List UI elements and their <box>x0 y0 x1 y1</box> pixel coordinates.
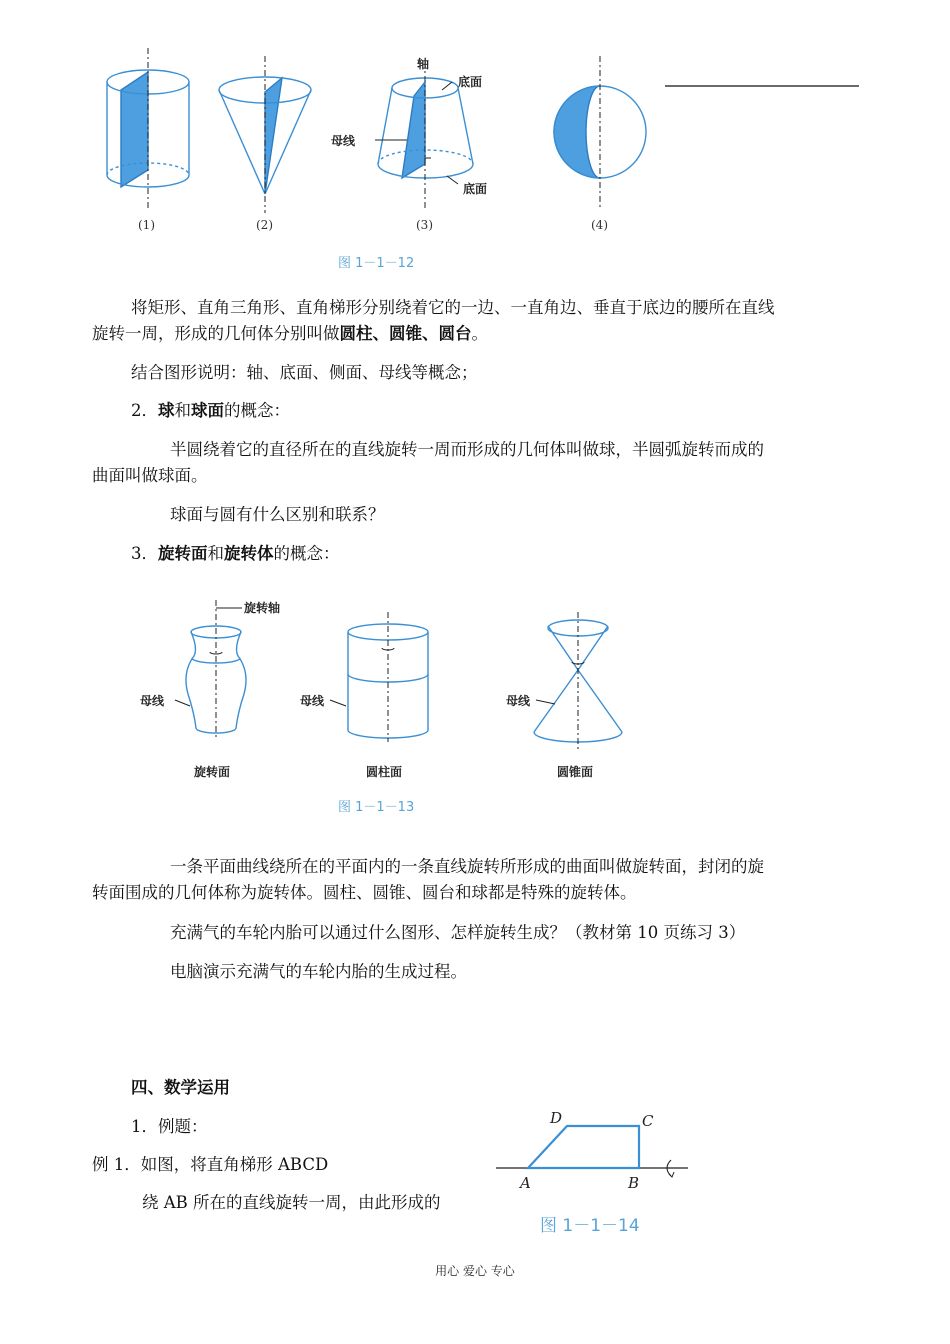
figure-trapezoid <box>494 1106 694 1196</box>
paragraph-5-line-2: 转面围成的几何体称为旋转体。圆柱、圆锥、圆台和球都是特殊的旋转体。 <box>92 883 637 902</box>
sub-label-1: (1) <box>138 218 155 232</box>
bottom-base-label: 底面 <box>463 182 488 196</box>
cone-drawing <box>219 56 311 213</box>
sub-label-4: (4) <box>591 218 608 232</box>
vertex-a-label: A <box>520 1174 531 1192</box>
trapezoid-abcd <box>528 1126 639 1168</box>
paragraph-1-line-1: 将矩形、直角三角形、直角梯形分别绕着它的一边、一直角边、垂直于底边的腰所在直线 <box>131 298 775 317</box>
figure-solids <box>80 48 880 248</box>
example-1-line-2: 绕 AB 所在的直线旋转一周，由此形成的 <box>142 1193 441 1212</box>
cone-surface-drawing <box>534 612 622 752</box>
paragraph-3-line-2: 曲面叫做球面。 <box>92 466 208 485</box>
paragraph-7: 电脑演示充满气的车轮内胎的生成过程。 <box>170 962 467 981</box>
generatrix-label: 母线 <box>331 134 356 148</box>
solid-terms: 圆柱、圆锥、圆台 <box>339 324 472 343</box>
sub-label-3: (3) <box>416 218 433 232</box>
cone-surface-name: 圆锥面 <box>557 765 594 779</box>
rotation-surface-name: 旋转面 <box>194 765 231 779</box>
figure-rotation-surfaces <box>130 592 670 792</box>
axis-label: 轴 <box>417 57 430 71</box>
item-3-heading: 3．旋转面和旋转体的概念： <box>131 544 340 563</box>
section-4-heading: 四、数学运用 <box>131 1078 230 1097</box>
sphere-drawing <box>554 56 646 208</box>
vertex-c-label: C <box>642 1112 654 1130</box>
vertex-b-label: B <box>628 1174 640 1192</box>
top-base-label: 底面 <box>458 75 483 89</box>
sub-label-2: (2) <box>256 218 273 232</box>
vase-surface-drawing <box>175 600 246 740</box>
figure-caption-1-1-12: 图 1－1－12 <box>338 256 415 271</box>
paragraph-5-line-1: 一条平面曲线绕所在的平面内的一条直线旋转所形成的曲面叫做旋转面，封闭的旋 <box>170 857 764 876</box>
cylinder-drawing <box>107 48 189 208</box>
paragraph-2: 结合图形说明：轴、底面、侧面、母线等概念； <box>131 363 478 382</box>
example-1-line-1: 例 1．如图，将直角梯形 ABCD <box>92 1155 329 1174</box>
figure-caption-1-1-14: 图 1－1－14 <box>540 1216 640 1236</box>
figure-caption-1-1-13: 图 1－1－13 <box>338 800 415 815</box>
vase-generatrix-label: 母线 <box>140 694 165 708</box>
item-2-heading: 2．球和球面的概念： <box>131 401 290 420</box>
example-heading: 1．例题： <box>131 1117 208 1136</box>
paragraph-6: 充满气的车轮内胎可以通过什么图形、怎样旋转生成？（教材第 10 页练习 3） <box>170 923 746 942</box>
rotation-axis-label: 旋转轴 <box>244 601 281 615</box>
paragraph-4: 球面与圆有什么区别和联系？ <box>170 505 385 524</box>
vertex-d-label: D <box>550 1109 563 1127</box>
cylinder-surface-name: 圆柱面 <box>366 765 403 779</box>
cylinder-surface-drawing <box>330 612 428 742</box>
cone-generatrix-label: 母线 <box>506 694 531 708</box>
paragraph-3-line-1: 半圆绕着它的直径所在的直线旋转一周而形成的几何体叫做球，半圆弧旋转而成的 <box>170 440 764 459</box>
cylinder-generatrix-label: 母线 <box>300 694 325 708</box>
page-footer: 用心 爱心 专心 <box>435 1264 515 1278</box>
paragraph-1-line-2: 旋转一周，形成的几何体分别叫做圆柱、圆锥、圆台。 <box>92 324 488 343</box>
